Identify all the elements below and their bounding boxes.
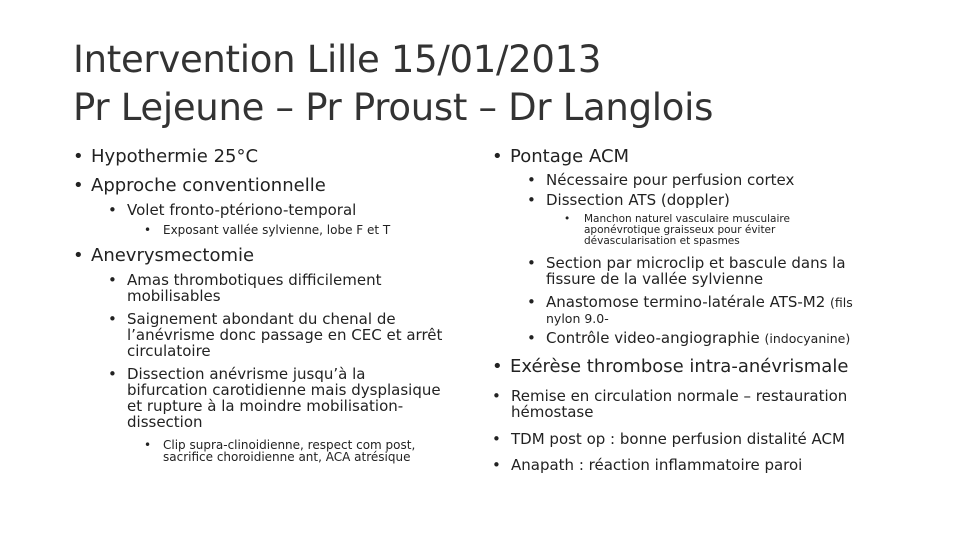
bullet-text bbox=[127, 366, 441, 430]
text-small: (fils bbox=[830, 295, 853, 310]
text-line: Dissection anévrisme jusqu’à la bbox=[127, 365, 366, 383]
bullet-text bbox=[511, 388, 847, 420]
text-line: Remise en circulation normale – restauration bbox=[511, 387, 848, 405]
bullet-text: Pontage ACM bbox=[510, 146, 630, 167]
bullet-text: Dissection ATS (doppler) bbox=[546, 191, 730, 209]
text-line: aponévrotique graisseux pour éviter bbox=[584, 224, 776, 236]
bullet-text: Anapath : réaction inflammatoire paroi bbox=[511, 456, 803, 474]
bullet-dot: • bbox=[108, 365, 117, 383]
title-line-2: Pr Lejeune – Pr Proust – Dr Langlois bbox=[73, 86, 714, 129]
bullet-text: Exérèse thrombose intra-anévrismale bbox=[510, 356, 849, 377]
bullet-dot: • bbox=[527, 254, 536, 272]
bullet-dot: • bbox=[564, 213, 571, 225]
bullet-text bbox=[546, 294, 853, 327]
bullet-text bbox=[546, 330, 850, 347]
bullet-dot: • bbox=[144, 438, 152, 452]
bullet-text: Exposant vallée sylvienne, lobe F et T bbox=[163, 223, 391, 237]
bullet-dot: • bbox=[492, 430, 501, 448]
bullet-dot: • bbox=[527, 293, 536, 311]
bullet-dot: • bbox=[108, 310, 117, 328]
bullet-text bbox=[546, 255, 846, 287]
bullet-text bbox=[127, 311, 442, 359]
bullet-text: Approche conventionnelle bbox=[91, 175, 326, 196]
bullet-dot: • bbox=[73, 146, 84, 167]
bullet-dot: • bbox=[527, 329, 536, 347]
text-main: Anastomose termino-latérale ATS-M2 bbox=[546, 293, 831, 311]
text-line: Section par microclip et bascule dans la bbox=[546, 254, 846, 272]
text-line: hémostase bbox=[511, 403, 594, 421]
bullet-dot: • bbox=[108, 201, 117, 219]
bullet-text: Nécessaire pour perfusion cortex bbox=[546, 171, 795, 189]
bullet-text: TDM post op : bonne perfusion distalité ACM bbox=[511, 430, 845, 448]
text-line: fissure de la vallée sylvienne bbox=[546, 270, 764, 288]
text-line: Clip supra-clinoidienne, respect com post, bbox=[163, 438, 416, 452]
bullet-dot: • bbox=[492, 146, 503, 167]
text-main: Contrôle video-angiographie bbox=[546, 329, 765, 347]
text-line: circulatoire bbox=[127, 342, 211, 360]
text-line: et rupture à la moindre mobilisation- bbox=[127, 397, 404, 415]
text-line: dévascularisation et spasmes bbox=[584, 235, 740, 247]
text-line: Saignement abondant du chenal de bbox=[127, 310, 396, 328]
bullet-dot: • bbox=[144, 223, 152, 237]
text-line: sacrifice choroidienne ant, ACA atrésique bbox=[163, 450, 411, 464]
bullet-dot: • bbox=[527, 171, 536, 189]
text-line: mobilisables bbox=[127, 287, 221, 305]
text-line: nylon 9.0- bbox=[546, 311, 609, 326]
slide-title bbox=[73, 36, 713, 132]
bullet-dot: • bbox=[108, 271, 117, 289]
bullet-text bbox=[127, 272, 381, 304]
bullet-dot: • bbox=[492, 456, 501, 474]
text-line: Amas thrombotiques difficilement bbox=[127, 271, 382, 289]
bullet-dot: • bbox=[527, 191, 536, 209]
title-line-1: Intervention Lille 15/01/2013 bbox=[73, 38, 602, 81]
text-line: l’anévrisme donc passage en CEC et arrêt bbox=[127, 326, 443, 344]
bullet-dot: • bbox=[492, 387, 501, 405]
text-line: bifurcation carotidienne mais dysplasique bbox=[127, 381, 441, 399]
text-small: (indocyanine) bbox=[764, 331, 851, 346]
bullet-dot: • bbox=[73, 175, 84, 196]
text-line bbox=[546, 294, 853, 311]
text-line: dissection bbox=[127, 413, 203, 431]
bullet-dot: • bbox=[73, 245, 84, 266]
bullet-text bbox=[584, 214, 790, 247]
bullet-text bbox=[163, 439, 415, 463]
bullet-dot: • bbox=[492, 356, 503, 377]
bullet-text: Volet fronto-ptériono-temporal bbox=[127, 201, 357, 219]
bullet-text: Hypothermie 25°C bbox=[91, 146, 259, 167]
text-line: Manchon naturel vasculaire musculaire bbox=[584, 213, 790, 225]
bullet-text: Anevrysmectomie bbox=[91, 245, 255, 266]
